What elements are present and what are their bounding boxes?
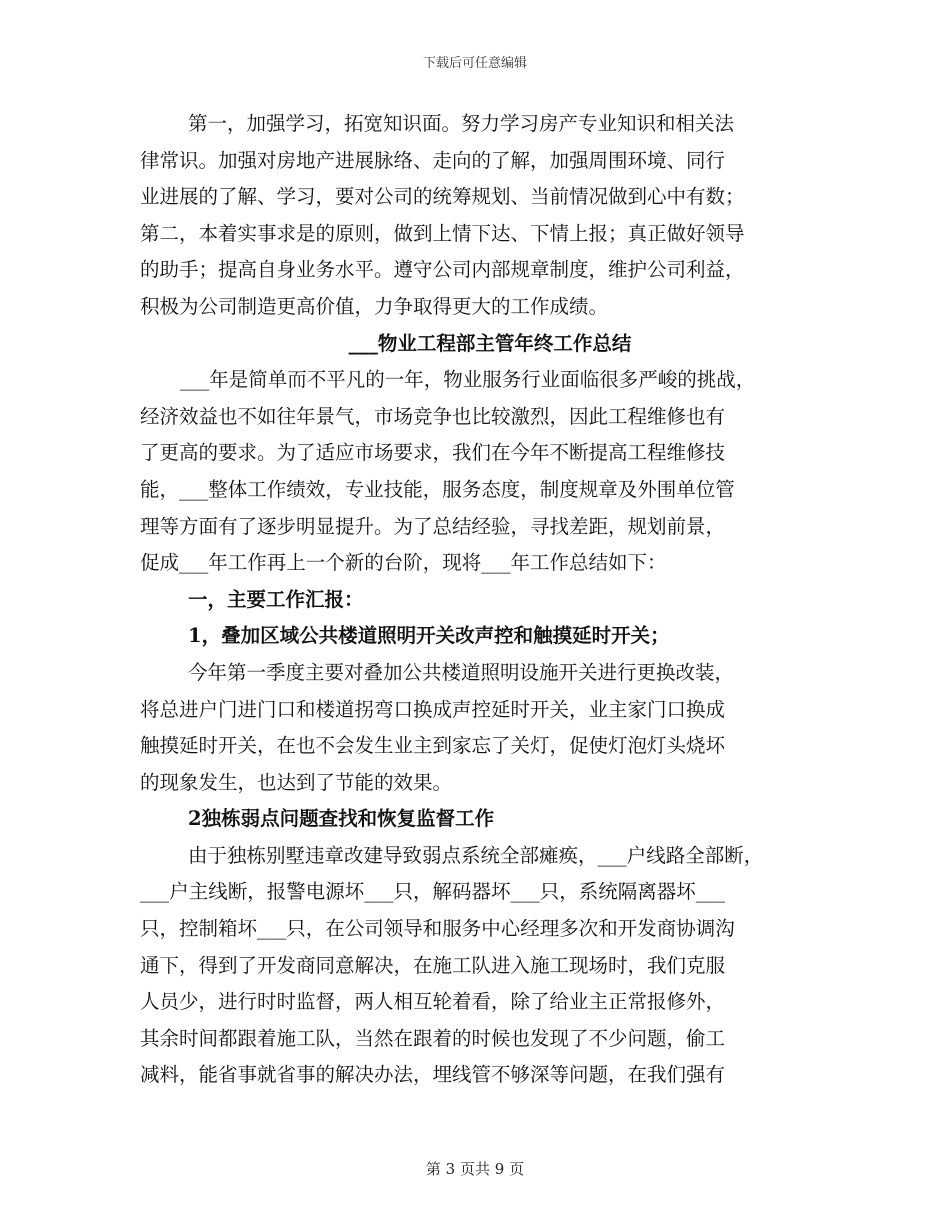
page-number: 第 3 页共 9 页 bbox=[425, 1160, 525, 1178]
document-body bbox=[140, 106, 820, 1094]
text-line: 第二，本着实事求是的原则，做到上情下达、下情上报；真正做好领导 bbox=[140, 221, 745, 245]
text-line: 今年第一季度主要对叠加公共楼道照明设施开关进行更换改装， bbox=[188, 660, 735, 684]
text-line: 的现象发生，也达到了节能的效果。 bbox=[140, 770, 453, 794]
text-line: 一，主要工作汇报： bbox=[188, 587, 364, 611]
text-line: 积极为公司制造更高价值，力争取得更大的工作成绩。 bbox=[140, 294, 609, 318]
text-line: ___年是简单而不平凡的一年，物业服务行业面临很多严峻的挑战， bbox=[180, 368, 756, 392]
text-line: 促成___年工作再上一个新的台阶，现将___年工作总结如下： bbox=[140, 551, 667, 575]
text-line: 1，叠加区域公共楼道照明开关改声控和触摸延时开关； bbox=[188, 624, 670, 648]
text-line: 触摸延时开关，在也不会发生业主到家忘了关灯，促使灯泡灯头烧坏 bbox=[140, 734, 726, 758]
text-line: 2独栋弱点问题查找和恢复监督工作 bbox=[188, 807, 495, 831]
text-line: 经济效益也不如往年景气，市场竞争也比较激烈，因此工程维修也有 bbox=[140, 404, 726, 428]
text-line: 能，___整体工作绩效，专业技能，服务态度，制度规章及外围单位管 bbox=[140, 477, 735, 501]
text-line: 业进展的了解、学习，要对公司的统筹规划、当前情况做到心中有数； bbox=[140, 185, 745, 209]
text-line: 律常识。加强对房地产进展脉络、走向的了解，加强周围环境、同行 bbox=[140, 148, 726, 172]
text-line: 第一，加强学习，拓宽知识面。努力学习房产专业知识和相关法 bbox=[188, 112, 735, 135]
text-line: 将总进户门进门口和楼道拐弯口换成声控延时开关，业主家门口换成 bbox=[140, 697, 726, 721]
text-line: 由于独栋别墅违章改建导致弱点系统全部瘫痪，___户线路全部断， bbox=[188, 843, 764, 867]
text-line: 通下，得到了开发商同意解决，在施工队进入施工现场时，我们克服 bbox=[140, 953, 726, 977]
text-line: 理等方面有了逐步明显提升。为了总结经验，寻找差距，规划前景， bbox=[140, 514, 726, 538]
text-line: 的助手；提高自身业务水平。遵守公司内部规章制度，维护公司利益， bbox=[140, 258, 745, 282]
text-line: 只，控制箱坏___只，在公司领导和服务中心经理多次和开发商协调沟 bbox=[140, 917, 735, 941]
text-line: ___物业工程部主管年终工作总结 bbox=[348, 331, 632, 355]
text-line: 了更高的要求。为了适应市场要求，我们在今年不断提高工程维修技 bbox=[140, 441, 726, 465]
text-line: ___户主线断，报警电源坏___只，解码器坏___只，系统隔离器坏___ bbox=[140, 880, 726, 904]
text-line: 人员少，进行时时监督，两人相互轮着看，除了给业主正常报修外， bbox=[140, 990, 726, 1014]
page-header: 下载后可任意编辑 bbox=[422, 56, 527, 71]
text-line: 其余时间都跟着施工队，当然在跟着的时候也发现了不少问题，偷工 bbox=[140, 1026, 726, 1050]
text-line: 减料，能省事就省事的解决办法，埋线管不够深等问题，在我们强有 bbox=[140, 1063, 726, 1087]
